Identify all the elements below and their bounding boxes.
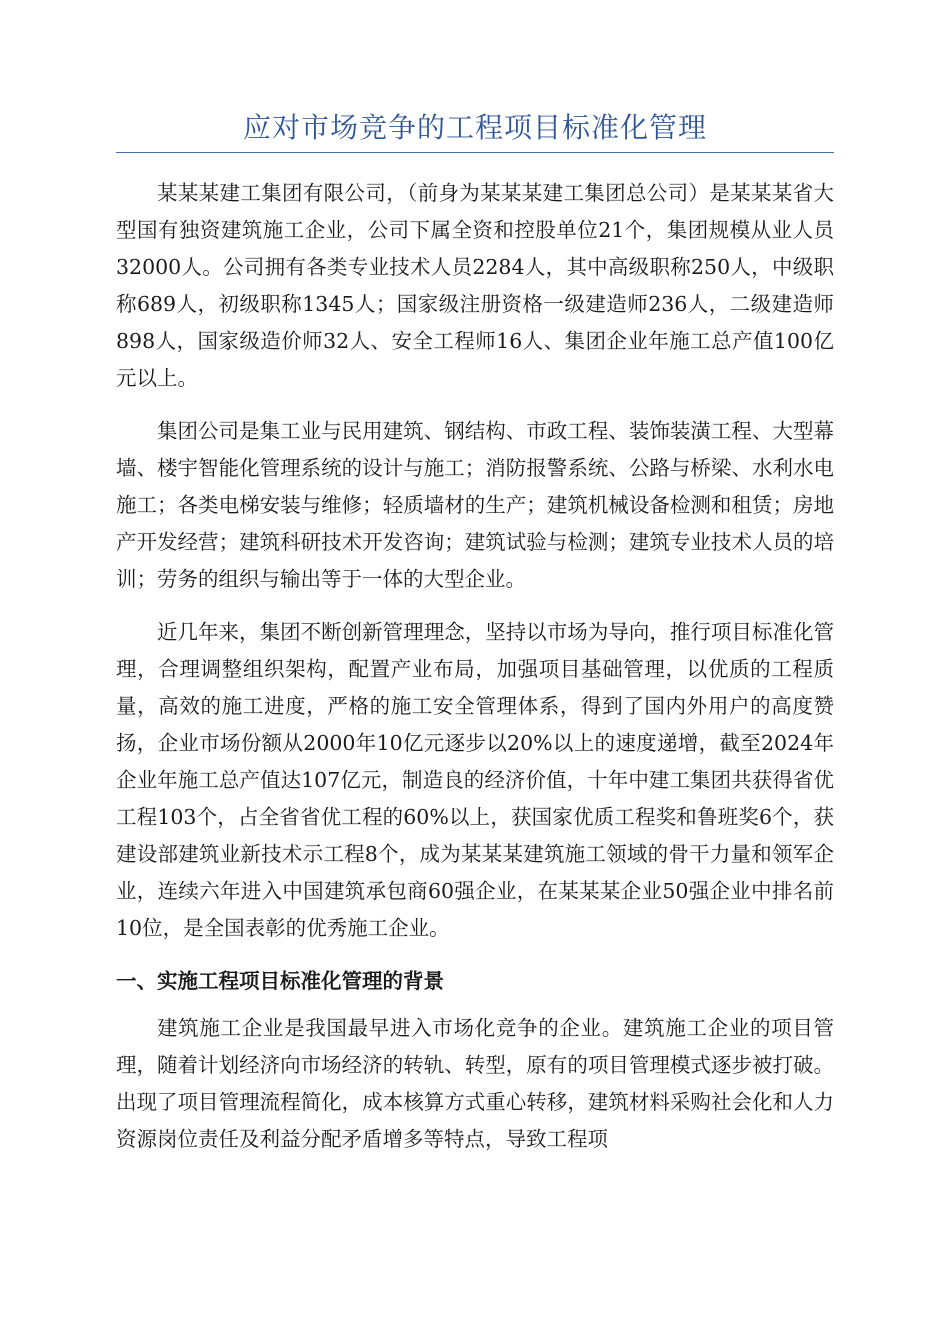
document-page	[116, 108, 834, 1174]
paragraph-background: 建筑施工企业是我国最早进入市场化竞争的企业。建筑施工企业的项目管理，随着计划经济向市场经济的转轨、转型，原有的项目管理模式逐步被打破。出现了项目管理流程简化，成本核算方式重心转移，建筑材料采购社会化和人力资源岗位责任及利益分配矛盾增多等特点，导致工程项	[116, 1016, 834, 1151]
paragraph-company-intro: 某某某建工集团有限公司，（前身为某某某建工集团总公司）是某某某省大型国有独资建筑施工企业，公司下属全资和控股单位21个，集团规模从业人员32000人。公司拥有各类专业技术人员2284人，其中高级职称250人，中级职称689人，初级职称1345人；国家级注册资格一级建造师236人，二级建造师898人，国家级造价师32人、安全工程师16人、集团企业年施工总产值100亿元以上。	[116, 181, 834, 390]
document-title: 应对市场竞争的工程项目标准化管理	[116, 108, 834, 153]
paragraph-business-scope: 集团公司是集工业与民用建筑、钢结构、市政工程、装饰装潢工程、大型幕墙、楼宇智能化管理系统的设计与施工；消防报警系统、公路与桥梁、水利水电施工；各类电梯安装与维修；轻质墙材的生产；建筑机械设备检测和租赁；房地产开发经营；建筑科研技术开发咨询；建筑试验与检测；建筑专业技术人员的培训；劳务的组织与输出等于一体的大型企业。	[116, 419, 834, 591]
section-heading-background: 一、实施工程项目标准化管理的背景	[116, 969, 444, 993]
paragraph-achievements: 近几年来，集团不断创新管理理念，坚持以市场为导向，推行项目标准化管理，合理调整组织架构，配置产业布局，加强项目基础管理，以优质的工程质量，高效的施工进度，严格的施工安全管理体系，得到了国内外用户的高度赞扬，企业市场份额从2000年10亿元逐步以20%以上的速度递增，截至2024年企业年施工总产值达107亿元，制造良的经济价值，十年中建工集团共获得省优工程103个，占全省省优工程的60%以上，获国家优质工程奖和鲁班奖6个，获建设部建筑业新技术示工程8个，成为某某某建筑施工领域的骨干力量和领军企业，连续六年进入中国建筑承包商60强企业，在某某某企业50强企业中排名前10位，是全国表彰的优秀施工企业。	[116, 620, 834, 940]
